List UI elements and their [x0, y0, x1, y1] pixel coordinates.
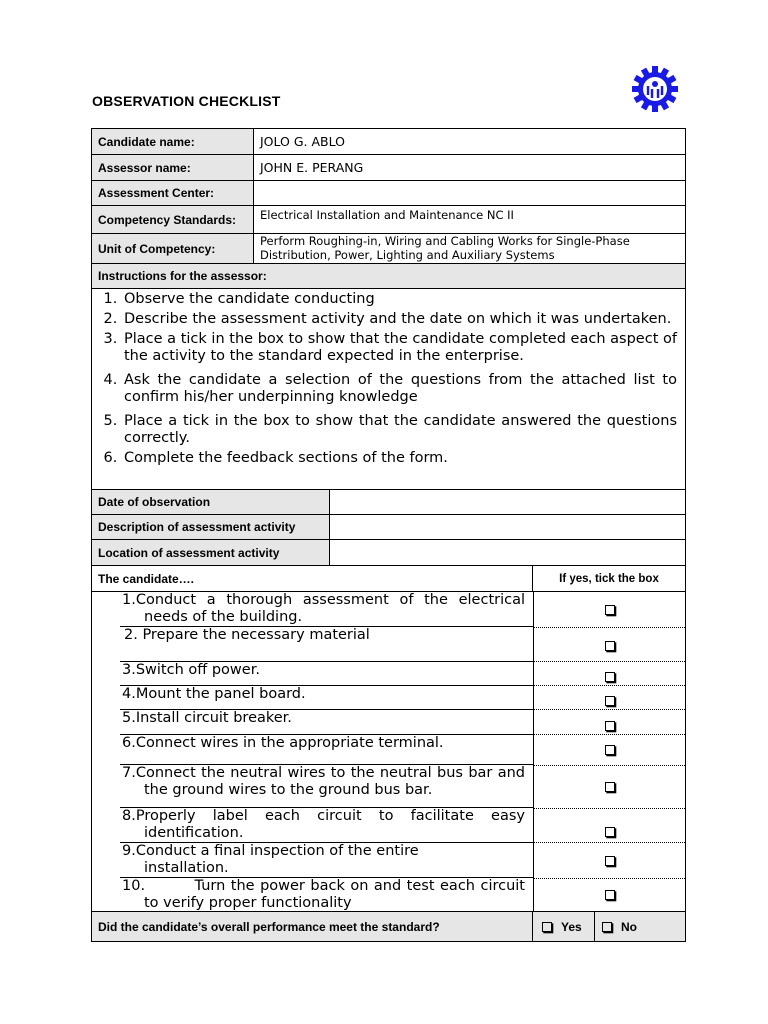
checkbox-icon — [605, 605, 615, 615]
instruction-item: 4. Ask the candidate a selection of the questions from the attached list to confirm his/her underpinning knowledge — [122, 372, 677, 406]
competency-value[interactable]: Electrical Installation and Maintenance NC II — [260, 208, 514, 222]
tesda-gear-logo-icon — [630, 66, 680, 112]
task-text: 10. Turn the power back on and test each circuit to verify proper functionality — [122, 878, 530, 911]
task-text: 4.Mount the panel board. — [122, 686, 306, 702]
task-area — [92, 592, 685, 912]
location-label: Location of assessment activity — [92, 540, 330, 565]
center-label: Assessment Center: — [92, 181, 254, 205]
task-text: 6.Connect wires in the appropriate terminal. — [122, 735, 444, 751]
task-text: 5.Install circuit breaker. — [122, 710, 292, 726]
competency-label: Competency Standards: — [92, 206, 254, 233]
competency-row — [92, 206, 685, 234]
task-row — [92, 843, 685, 878]
assessor-row — [92, 155, 685, 181]
instruction-item: 5. Place a tick in the box to show that the candidate answered the questions correctly. — [122, 413, 677, 447]
unit-label: Unit of Competency: — [92, 234, 254, 263]
checkbox-icon — [605, 696, 615, 706]
checklist-form — [91, 128, 686, 942]
task-row — [92, 735, 685, 765]
task-row — [92, 686, 685, 710]
task-checkbox[interactable] — [534, 843, 685, 879]
overall-question: Did the candidate’s overall performance meet the standard? — [92, 912, 533, 941]
description-row — [92, 515, 685, 540]
task-checkbox[interactable] — [534, 878, 685, 912]
overall-row — [92, 912, 685, 941]
checkbox-icon — [605, 827, 615, 837]
instruction-item: 1. Observe the candidate conducting — [122, 291, 677, 308]
task-text: 9.Conduct a final inspection of the entire installation. — [122, 843, 419, 876]
task-checkbox[interactable] — [534, 765, 685, 809]
location-row — [92, 540, 685, 566]
page-title: OBSERVATION CHECKLIST — [92, 93, 281, 109]
description-value[interactable] — [330, 515, 685, 539]
instruction-item: 3. Place a tick in the box to show that the candidate completed each aspect of the activity to the standard expected in the enterprise. — [122, 331, 677, 365]
task-text: 7.Connect the neutral wires to the neutral bus bar and the ground wires to the ground bus bar. — [122, 765, 525, 798]
task-row — [92, 627, 685, 662]
assessor-value[interactable]: JOHN E. PERANG — [260, 160, 364, 175]
task-checkbox[interactable] — [534, 808, 685, 843]
date-label: Date of observation — [92, 490, 330, 514]
instruction-item: 2. Describe the assessment activity and the date on which it was undertaken. — [122, 311, 677, 328]
candidate-row — [92, 129, 685, 155]
task-row — [92, 765, 685, 808]
task-text: 3.Switch off power. — [122, 662, 260, 678]
task-row — [92, 592, 685, 627]
description-label: Description of assessment activity — [92, 515, 330, 539]
task-checkbox[interactable] — [534, 710, 685, 735]
unit-row — [92, 234, 685, 264]
overall-yes-option[interactable] — [533, 912, 595, 941]
task-row — [92, 878, 685, 912]
tick-header: If yes, tick the box — [559, 572, 659, 585]
unit-value[interactable]: Perform Roughing-in, Wiring and Cabling Works for Single-Phase Distribution, Power, Lighting and Auxiliary Systems — [260, 234, 630, 262]
task-checkbox[interactable] — [534, 627, 685, 662]
checkbox-icon — [605, 641, 615, 651]
checkbox-icon — [605, 672, 615, 682]
center-row — [92, 181, 685, 206]
instructions-list — [92, 289, 685, 490]
checkbox-icon — [542, 922, 552, 932]
candidate-label: Candidate name: — [92, 129, 254, 154]
checkbox-icon — [605, 856, 615, 866]
checkbox-icon — [602, 922, 612, 932]
date-value[interactable] — [330, 490, 685, 514]
task-row — [92, 662, 685, 686]
task-text: 1.Conduct a thorough assessment of the electrical needs of the building. — [122, 592, 525, 625]
task-checkbox[interactable] — [534, 735, 685, 766]
task-text: 8.Properly label each circuit to facilitate easy identification. — [122, 808, 525, 841]
assessor-label: Assessor name: — [92, 155, 254, 180]
overall-no-option[interactable] — [595, 912, 685, 941]
instruction-item: 6. Complete the feedback sections of the form. — [122, 450, 677, 467]
checkbox-icon — [605, 890, 615, 900]
location-value[interactable] — [330, 540, 685, 565]
checkbox-icon — [605, 782, 615, 792]
task-row — [92, 808, 685, 843]
center-value[interactable] — [254, 181, 685, 205]
task-checkbox[interactable] — [534, 662, 685, 686]
date-row — [92, 490, 685, 515]
instructions-header: Instructions for the assessor: — [92, 264, 685, 289]
candidate-header: The candidate…. — [92, 566, 533, 591]
checkbox-icon — [605, 745, 615, 755]
task-checkbox[interactable] — [534, 686, 685, 710]
yes-label: Yes — [561, 919, 582, 934]
checklist-header — [92, 566, 685, 592]
task-checkbox[interactable] — [534, 592, 685, 628]
task-text: 2. Prepare the necessary material — [124, 627, 370, 643]
no-label: No — [621, 919, 637, 934]
candidate-value[interactable]: JOLO G. ABLO — [260, 134, 345, 149]
checkbox-icon — [605, 721, 615, 731]
task-row — [92, 710, 685, 735]
